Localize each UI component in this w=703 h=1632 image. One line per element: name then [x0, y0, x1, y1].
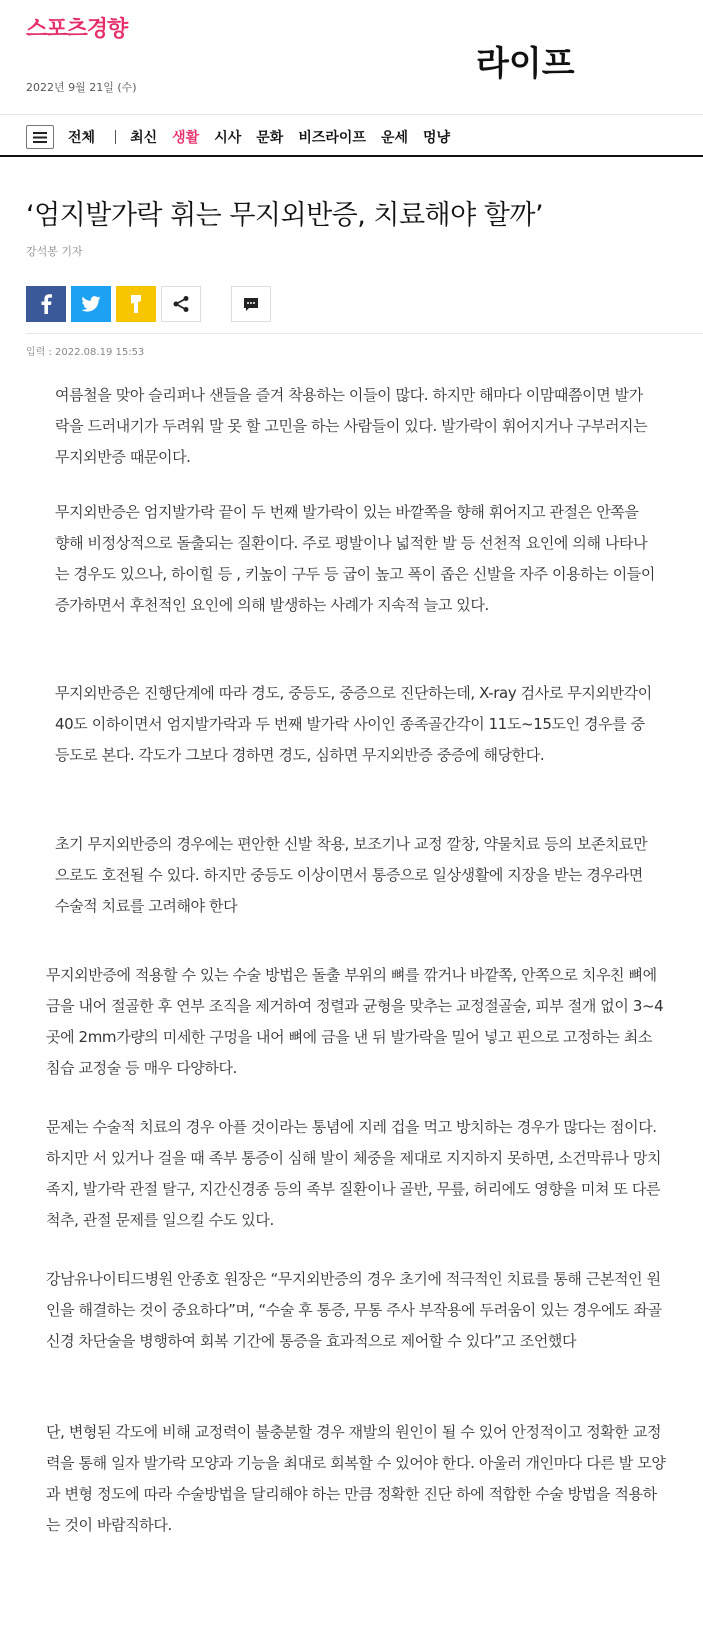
kakaostory-share-button[interactable]: [116, 286, 156, 322]
nav-divider: [0, 155, 703, 157]
article-headline: ‘엄지발가락 휘는 무지외반증, 치료해야 할까’: [26, 200, 544, 231]
comment-button[interactable]: [231, 286, 271, 322]
nav-item-latest[interactable]: 최신: [130, 130, 158, 146]
article-paragraph: 단, 변형된 각도에 비해 교정력이 불충분할 경우 재발의 원인이 될 수 있어 안정적이고 정확한 교정력을 통해 일자 발가락 모양과 기능을 최대로 회복할 수 있어야 한다. 아울러 개인마다 다른 발 모양과 변형 정도에 따라 수술방법을 달리해야 하는 만큼 정확한 진단 하에 적합한 수술 방법을 적용하는 것이 바람직하다.: [46, 1423, 666, 1534]
article-input-date: 입력 : 2022.08.19 15:53: [26, 347, 145, 358]
comment-icon: [243, 297, 259, 312]
menu-button[interactable]: [26, 125, 54, 149]
kakaostory-icon: [130, 294, 142, 314]
facebook-icon: [40, 294, 52, 314]
section-title: 라이프: [476, 44, 575, 84]
nav-item-culture[interactable]: 문화: [256, 130, 284, 146]
facebook-share-button[interactable]: [26, 286, 66, 322]
article-paragraph: 강남유나이티드병원 안종호 원장은 “무지외반증의 경우 초기에 적극적인 치료를 통해 근본적인 원인을 해결하는 것이 중요하다”며, “수술 후 통증, 무통 주사 부작용에 두려움이 있는 경우에도 좌골 신경 차단술을 병행하여 회복 기간에 통증을 효과적으로 제어할 수 있다”고 조언했다: [46, 1270, 662, 1350]
twitter-share-button[interactable]: [71, 286, 111, 322]
share-icon: [172, 295, 190, 313]
article-paragraph: 여름철을 맞아 슬리퍼나 샌들을 즐겨 착용하는 이들이 많다. 하지만 해마다 이맘때쯤이면 발가락을 드러내기가 두려워 말 못 할 고민을 하는 사람들이 있다. 발가락이 휘어지거나 구부러지는 무지외반증 때문이다.: [55, 386, 648, 466]
nav-all[interactable]: 전체: [68, 130, 96, 146]
nav-item-fortune[interactable]: 운세: [380, 130, 408, 146]
nav-separator: [115, 130, 116, 144]
article-paragraph: 무지외반증에 적용할 수 있는 수술 방법은 돌출 부위의 뼈를 깎거나 바깥쪽, 안쪽으로 치우친 뼈에 금을 내어 절골한 후 연부 조직을 제거하여 정렬과 균형을 맞추는 교정절골술, 피부 절개 없이 3~4곳에 2mm가량의 미세한 구멍을 내어 뼈에 금을 낸 뒤 발가락을 밀어 넣고 핀으로 고정하는 최소침습 교정술 등 매우 다양하다.: [46, 966, 664, 1077]
category-nav: [26, 122, 465, 152]
nav-item-bizlife[interactable]: 비즈라이프: [298, 130, 366, 146]
article-paragraph: 무지외반증은 진행단계에 따라 경도, 중등도, 중증으로 진단하는데, X-ray 검사로 무지외반각이 40도 이하이면서 엄지발가락과 두 번째 발가락 사이인 종족골간각이 11도~15도인 경우를 중등도로 본다. 각도가 그보다 경하면 경도, 심하면 무지외반증 중증에 해당한다.: [55, 684, 652, 764]
share-divider: [26, 333, 703, 334]
article-paragraph: 문제는 수술적 치료의 경우 아플 것이라는 통념에 지레 겁을 먹고 방치하는 경우가 많다는 점이다. 하지만 서 있거나 걸을 때 족부 통증이 심해 발이 체중을 제대로 지지하지 못하면, 소건막류나 망치 족지, 발가락 관절 탈구, 지간신경종 등의 족부 질환이나 골반, 무릎, 허리에도 영향을 미쳐 또 다른 척추, 관절 문제를 일으킬 수도 있다.: [46, 1118, 662, 1229]
hamburger-icon: [33, 132, 47, 143]
share-button[interactable]: [161, 286, 201, 322]
twitter-icon: [81, 296, 101, 312]
nav-item-current-affairs[interactable]: 시사: [214, 130, 242, 146]
site-logo[interactable]: 스포츠경향: [26, 17, 128, 42]
article-author[interactable]: 강석봉 기자: [26, 245, 83, 258]
current-date: 2022년 9월 21일 (수): [26, 81, 137, 94]
article-paragraph: 초기 무지외반증의 경우에는 편안한 신발 착용, 보조기나 교정 깔창, 약물치료 등의 보존치료만으로도 호전될 수 있다. 하지만 중등도 이상이면서 통증으로 일상생활에 지장을 받는 경우라면 수술적 치료를 고려해야 한다: [55, 835, 648, 915]
nav-item-pets[interactable]: 멍냥: [423, 130, 451, 146]
nav-item-life[interactable]: 생활: [172, 130, 200, 146]
article-paragraph: 무지외반증은 엄지발가락 끝이 두 번째 발가락이 있는 바깥쪽을 향해 휘어지고 관절은 안쪽을 향해 비정상적으로 돌출되는 질환이다. 주로 평발이나 넓적한 발 등 선천적 요인에 의해 나타나는 경우도 있으나, 하이힐 등 , 키높이 구두 등 굽이 높고 폭이 좁은 신발을 자주 이용하는 이들이 증가하면서 후천적인 요인에 의해 발생하는 사례가 지속적 늘고 있다.: [55, 503, 655, 614]
divider: [0, 114, 703, 115]
